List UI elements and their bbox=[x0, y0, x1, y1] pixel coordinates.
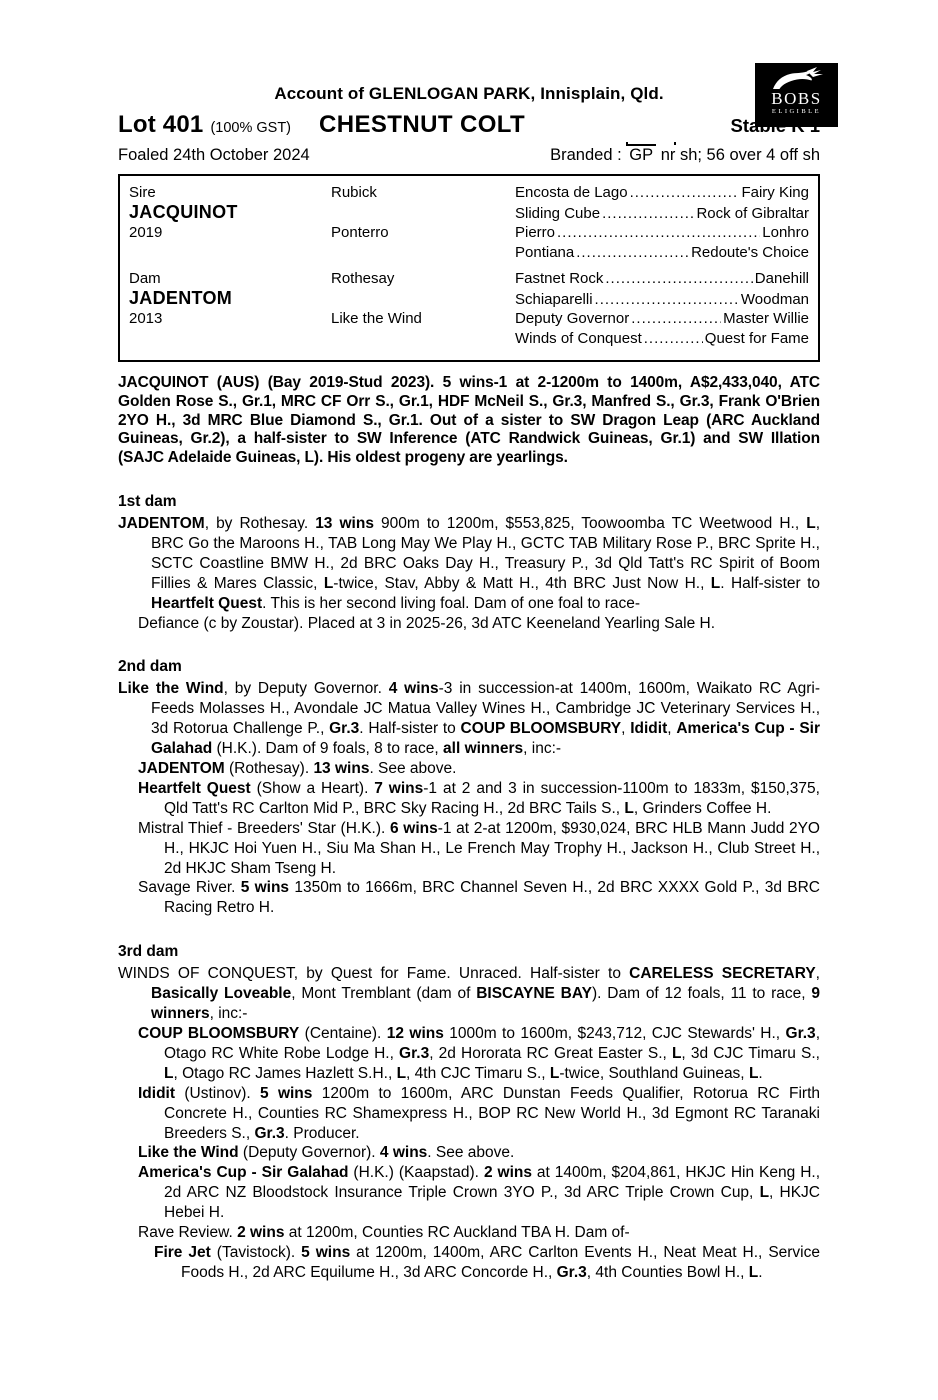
body-text: Defiance (c by Zoustar). Placed at 3 in 2025-26, 3d ATC Keeneland Yearling Sale H. bbox=[138, 614, 716, 632]
emphasis-text: L bbox=[164, 1064, 174, 1082]
pedigree-ancestor-pair bbox=[515, 309, 809, 329]
body-text: -3 in succession-at 1400m, 1600m, Waikato RC Agri-Feeds Molasses H., Avondale JC Matua Valley Wines H., Cambridge JC Veterinary Services H., 3d Rotorua Challenge P., bbox=[151, 680, 820, 738]
body-text: (Tavistock). bbox=[210, 1243, 302, 1261]
body-text: , bbox=[621, 720, 631, 738]
body-text: at 1400m, $204,861, HKJC Hin Keng H., 2d ARC NZ Bloodstock Insurance Triple Crown 3YO P., 3d ARC Triple Crown Cup, bbox=[164, 1164, 820, 1202]
pedigree-paragraph bbox=[118, 679, 820, 759]
pedigree-paragraph bbox=[118, 964, 820, 1024]
body-text: 1350m to 1666m, BRC Channel Seven H., 2d BRC XXXX Gold P., 3d BRC Racing Retro H. bbox=[164, 879, 820, 917]
emphasis-text: L bbox=[806, 514, 816, 532]
gst-note: (100% GST) bbox=[210, 120, 292, 136]
page-title: CHESTNUT COLT bbox=[319, 111, 526, 138]
emphasis-text: 13 wins bbox=[313, 760, 370, 778]
emphasis-text: Basically Loveable bbox=[151, 985, 292, 1003]
dot-leader bbox=[576, 243, 689, 263]
pedigree-line bbox=[129, 183, 809, 203]
ancestor-name: Winds of Conquest bbox=[515, 329, 642, 347]
pedigree-line bbox=[129, 329, 809, 349]
emphasis-text: 4 wins bbox=[388, 680, 439, 698]
emphasis-text: Gr.3 bbox=[785, 1025, 816, 1043]
sire-summary: JACQUINOT (AUS) (Bay 2019-Stud 2023). 5 wins-1 at 2-1200m to 1400m, A$2,433,040, ATC Golden Rose S., Gr.1, MRC CF Orr S., Gr.1, HDF McNeil S., Gr.3, Manfred S., Gr.3, Frank O'Brien 2YO H., 3d MRC Blue Diamond S., Gr.1. Out of a sister to SW Dragon Leap (ARC Auckland Guineas, Gr.2), a half-sister to SW Inference (ATC Randwick Guineas, Gr.1) and SW Illation (SAJC Adelaide Guineas, L). His oldest progeny are yearlings. bbox=[118, 374, 820, 467]
emphasis-text: America's Cup - Sir Galahad bbox=[138, 1164, 349, 1182]
pedigree-parent-name: Rothesay bbox=[331, 270, 395, 287]
ancestor-name: Lonhro bbox=[762, 224, 809, 241]
emphasis-text: 7 wins bbox=[374, 779, 424, 797]
body-text: , inc:- bbox=[523, 740, 562, 758]
body-text: , 2d Hororata RC Great Easter S., bbox=[429, 1044, 672, 1062]
ancestor-name: Schiaparelli bbox=[515, 290, 593, 308]
emphasis-text: BISCAYNE BAY bbox=[476, 985, 592, 1003]
body-text: , 4th CJC Timaru S., bbox=[406, 1064, 550, 1082]
lot-number: Lot 401 bbox=[118, 111, 204, 138]
pedigree-label: Dam bbox=[129, 270, 161, 287]
emphasis-text: L bbox=[323, 574, 334, 592]
pedigree-paragraph bbox=[118, 614, 820, 634]
body-text: -1 at 2 and 3 in succession-1100m to 1833m, $150,375, Qld Tatt's RC Carlton Mid P., BRC Sky Racing H., 2d BRC Tails S., bbox=[164, 779, 820, 817]
body-text: at 1200m, 1400m, ARC Carlton Events H., Neat Meat H., Service Foods H., 2d ARC Equilume H., 3d ARC Concorde H., bbox=[181, 1243, 820, 1281]
emphasis-text: Heartfelt Quest bbox=[138, 779, 251, 797]
emphasis-text: L bbox=[671, 1044, 682, 1062]
body-text: , by Deputy Governor. bbox=[223, 680, 389, 698]
ancestor-name: Quest for Fame bbox=[704, 329, 809, 347]
vendor-account-line: Account of GLENLOGAN PARK, Innisplain, Qld. bbox=[274, 84, 664, 103]
pedigree-paragraph bbox=[118, 878, 820, 918]
emphasis-text: Gr.3 bbox=[254, 1124, 285, 1142]
emphasis-text: Fire Jet bbox=[154, 1243, 211, 1261]
emphasis-text: America's Cup - Sir Galahad bbox=[151, 720, 820, 758]
ancestor-name: Pontiana bbox=[515, 243, 575, 261]
emphasis-text: all winners bbox=[443, 740, 524, 758]
pedigree-line bbox=[129, 203, 809, 224]
pedigree-paragraph bbox=[118, 1223, 820, 1243]
emphasis-text: 5 wins bbox=[301, 1243, 351, 1261]
pedigree-parent-name: Ponterro bbox=[331, 224, 389, 241]
dot-leader bbox=[595, 290, 739, 310]
body-text: , Grinders Coffee H. bbox=[633, 799, 772, 817]
body-text: (Ustinov). bbox=[175, 1084, 260, 1102]
pedigree-paragraph bbox=[118, 514, 820, 614]
body-text: . This is her second living foal. Dam of one foal to race- bbox=[262, 594, 641, 612]
body-text: (H.K.) (Kaapstad). bbox=[348, 1164, 484, 1182]
branded-suffix: nr sh; 56 over 4 off sh bbox=[660, 146, 820, 164]
dot-leader bbox=[557, 223, 760, 243]
body-text: Savage River. bbox=[138, 879, 241, 897]
emphasis-text: 9 winners bbox=[151, 985, 820, 1023]
ancestor-name: Master Willie bbox=[723, 310, 809, 327]
body-text: 1200m to 1600m, ARC Dunstan Feeds Qualifier, Rotorua RC Firth Concrete H., Counties RC Shamexpress H., BOP RC New World H., 3d Egmont RC Taranaki Breeders S., bbox=[164, 1084, 821, 1142]
pedigree-paragraph bbox=[118, 1243, 820, 1283]
ancestor-name: Danehill bbox=[754, 270, 809, 287]
emphasis-text: Gr.3 bbox=[329, 720, 360, 738]
body-text: -twice, Southland Guineas, bbox=[559, 1064, 749, 1082]
body-text: , BRC Go the Maroons H., TAB Long May We Play H., GCTC TAB Military Rose P., BRC Sprite H., SCTC Coastline BMW H., 2d BRC Oaks Day H., Treasury P., 3d Qld Tatt's RC Spirit of Boom Fillies & Mares Classic, bbox=[151, 514, 820, 592]
brand-mark: GP bbox=[629, 146, 654, 164]
pedigree-horse-name: JACQUINOT bbox=[129, 201, 238, 222]
pedigree-parent-name: Like the Wind bbox=[331, 310, 422, 327]
pedigree-paragraph bbox=[118, 759, 820, 779]
emphasis-text: 4 wins bbox=[379, 1144, 428, 1162]
pedigree-table bbox=[118, 174, 820, 362]
ancestor-name: Deputy Governor bbox=[515, 310, 630, 327]
ancestor-name: Rock of Gibraltar bbox=[696, 204, 809, 222]
emphasis-text: 13 wins bbox=[315, 514, 374, 532]
body-text: . See above. bbox=[369, 760, 457, 778]
emphasis-text: L bbox=[396, 1064, 407, 1082]
emphasis-text: Gr.3 bbox=[399, 1044, 430, 1062]
body-text: , Otago RC James Hazlett S.H., bbox=[173, 1064, 397, 1082]
brand-description bbox=[550, 146, 820, 165]
pedigree-paragraph bbox=[118, 1084, 820, 1144]
pedigree-label: 2019 bbox=[129, 224, 163, 241]
emphasis-text: L bbox=[624, 799, 634, 817]
stable-label: Stable K 1 bbox=[730, 115, 820, 136]
emphasis-text: 2 wins bbox=[483, 1164, 532, 1182]
body-text: ). Dam of 12 foals, 11 to race, bbox=[592, 985, 812, 1003]
emphasis-text: 5 wins bbox=[260, 1084, 313, 1102]
pedigree-ancestor-pair bbox=[515, 269, 809, 289]
branded-prefix: Branded : bbox=[550, 146, 622, 164]
emphasis-text: L bbox=[748, 1064, 759, 1082]
body-text: . Producer. bbox=[284, 1124, 360, 1142]
section-heading: 2nd dam bbox=[118, 658, 182, 676]
pedigree-ancestor-pair bbox=[515, 243, 809, 263]
body-text: WINDS OF CONQUEST, by Quest for Fame. Unraced. Half-sister to bbox=[118, 965, 630, 983]
emphasis-text: Like the Wind bbox=[138, 1144, 239, 1162]
emphasis-text: JADENTOM bbox=[118, 514, 205, 532]
pedigree-ancestor-pair bbox=[515, 223, 809, 243]
emphasis-text: L bbox=[759, 1184, 770, 1202]
pedigree-paragraph bbox=[118, 1163, 820, 1223]
pedigree-line bbox=[129, 309, 809, 329]
foaled-date: Foaled 24th October 2024 bbox=[118, 146, 310, 164]
emphasis-text: L bbox=[748, 1263, 759, 1281]
body-text: , Otago RC White Robe Lodge H., bbox=[164, 1025, 820, 1062]
body-text: (Show a Heart). bbox=[250, 779, 375, 797]
body-text: . Half-sister to bbox=[720, 574, 821, 592]
body-text: . bbox=[758, 1064, 763, 1082]
ancestor-name: Pierro bbox=[515, 224, 556, 241]
pedigree-ancestor-pair bbox=[515, 290, 809, 310]
body-text: . bbox=[758, 1263, 763, 1281]
dot-leader bbox=[631, 309, 721, 329]
emphasis-text: 5 wins bbox=[240, 879, 290, 897]
pedigree-label: Sire bbox=[129, 184, 156, 201]
dot-leader bbox=[644, 329, 703, 349]
pedigree-line bbox=[129, 269, 809, 289]
ancestor-name: Fairy King bbox=[741, 184, 809, 201]
body-text: , inc:- bbox=[209, 1005, 248, 1023]
ancestor-name: Encosta de Lago bbox=[515, 184, 628, 201]
body-text: -1 at 2-at 1200m, $930,024, BRC HLB Mann Judd 2YO H., HKJC Hoi Yuen H., Siu Ma Shan H., Le French May Trophy H., Jackson H., Club Street H., 2d HKJC Sham Tseng H. bbox=[164, 819, 820, 877]
ancestor-name: Fastnet Rock bbox=[515, 270, 604, 287]
ancestor-name: Woodman bbox=[740, 290, 809, 308]
body-text: Rave Review. bbox=[138, 1224, 238, 1242]
emphasis-text: Like the Wind bbox=[118, 680, 224, 698]
emphasis-text: Gr.3 bbox=[556, 1263, 587, 1281]
body-text: (Deputy Governor). bbox=[238, 1144, 380, 1162]
section-heading: 3rd dam bbox=[118, 943, 179, 961]
body-text: Mistral Thief - Breeders' Star (H.K.). bbox=[138, 819, 390, 837]
pedigree-paragraph bbox=[118, 1024, 820, 1084]
section-heading: 1st dam bbox=[118, 492, 177, 510]
ancestor-name: Sliding Cube bbox=[515, 204, 601, 222]
pedigree-parent-name: Rubick bbox=[331, 184, 377, 201]
logo-text-eligible: ELIGIBLE bbox=[771, 108, 822, 115]
dot-leader bbox=[605, 269, 752, 289]
body-text: . Half-sister to bbox=[359, 720, 461, 738]
page-content bbox=[118, 84, 820, 1283]
dot-leader bbox=[630, 183, 740, 203]
dam-sections bbox=[118, 493, 820, 1283]
pedigree-line bbox=[129, 243, 809, 263]
pedigree-horse-name: JADENTOM bbox=[129, 287, 233, 308]
lot-title-row bbox=[118, 111, 820, 139]
emphasis-text: Ididit bbox=[630, 720, 668, 738]
ancestor-name: Redoute's Choice bbox=[691, 243, 809, 261]
body-text: , bbox=[815, 965, 820, 983]
emphasis-text: Ididit bbox=[138, 1084, 176, 1102]
body-text: (H.K.). Dam of 9 foals, 8 to race, bbox=[212, 740, 444, 758]
body-text: , Mont Tremblant (dam of bbox=[291, 985, 477, 1003]
pedigree-label: 2013 bbox=[129, 310, 163, 327]
body-text: . See above. bbox=[427, 1144, 515, 1162]
pedigree-ancestor-pair bbox=[515, 183, 809, 203]
body-text: , 3d CJC Timaru S., bbox=[681, 1044, 820, 1062]
emphasis-text: JADENTOM bbox=[138, 760, 225, 778]
emphasis-text: COUP BLOOMSBURY bbox=[460, 720, 622, 738]
pedigree-paragraph bbox=[118, 819, 820, 879]
emphasis-text: Heartfelt Quest bbox=[151, 594, 263, 612]
logo-text-bobs: BOBS bbox=[771, 89, 822, 108]
pedigree-ancestor-pair bbox=[515, 329, 809, 349]
emphasis-text: L bbox=[710, 574, 721, 592]
emphasis-text: 2 wins bbox=[237, 1224, 285, 1242]
foaled-branded-row bbox=[118, 146, 820, 165]
dot-leader bbox=[602, 204, 694, 224]
pedigree-paragraph bbox=[118, 1143, 820, 1163]
emphasis-text: COUP BLOOMSBURY bbox=[138, 1025, 300, 1043]
body-text: , by Rothesay. bbox=[204, 514, 316, 532]
pedigree-line bbox=[129, 223, 809, 243]
body-text: 1000m to 1600m, $243,712, CJC Stewards' H., bbox=[443, 1025, 786, 1043]
body-text: (Centaine). bbox=[299, 1025, 387, 1043]
body-text: , bbox=[667, 720, 677, 738]
pedigree-line bbox=[129, 289, 809, 310]
body-text: , 4th Counties Bowl H., bbox=[586, 1263, 749, 1281]
body-text: at 1200m, Counties RC Auckland TBA H. Dam of- bbox=[284, 1224, 630, 1242]
pedigree-ancestor-pair bbox=[515, 204, 809, 224]
body-text: 900m to 1200m, $553,825, Toowoomba TC Weetwood H., bbox=[373, 514, 807, 532]
pedigree-paragraph bbox=[118, 779, 820, 819]
emphasis-text: CARELESS SECRETARY bbox=[629, 965, 816, 983]
emphasis-text: 6 wins bbox=[389, 819, 438, 837]
body-text: -twice, Stav, Abby & Matt H., 4th BRC Just Now H., bbox=[333, 574, 711, 592]
body-text: (Rothesay). bbox=[224, 760, 314, 778]
body-text: , HKJC Hebei H. bbox=[164, 1184, 821, 1222]
emphasis-text: 12 wins bbox=[386, 1025, 444, 1043]
emphasis-text: L bbox=[549, 1064, 560, 1082]
